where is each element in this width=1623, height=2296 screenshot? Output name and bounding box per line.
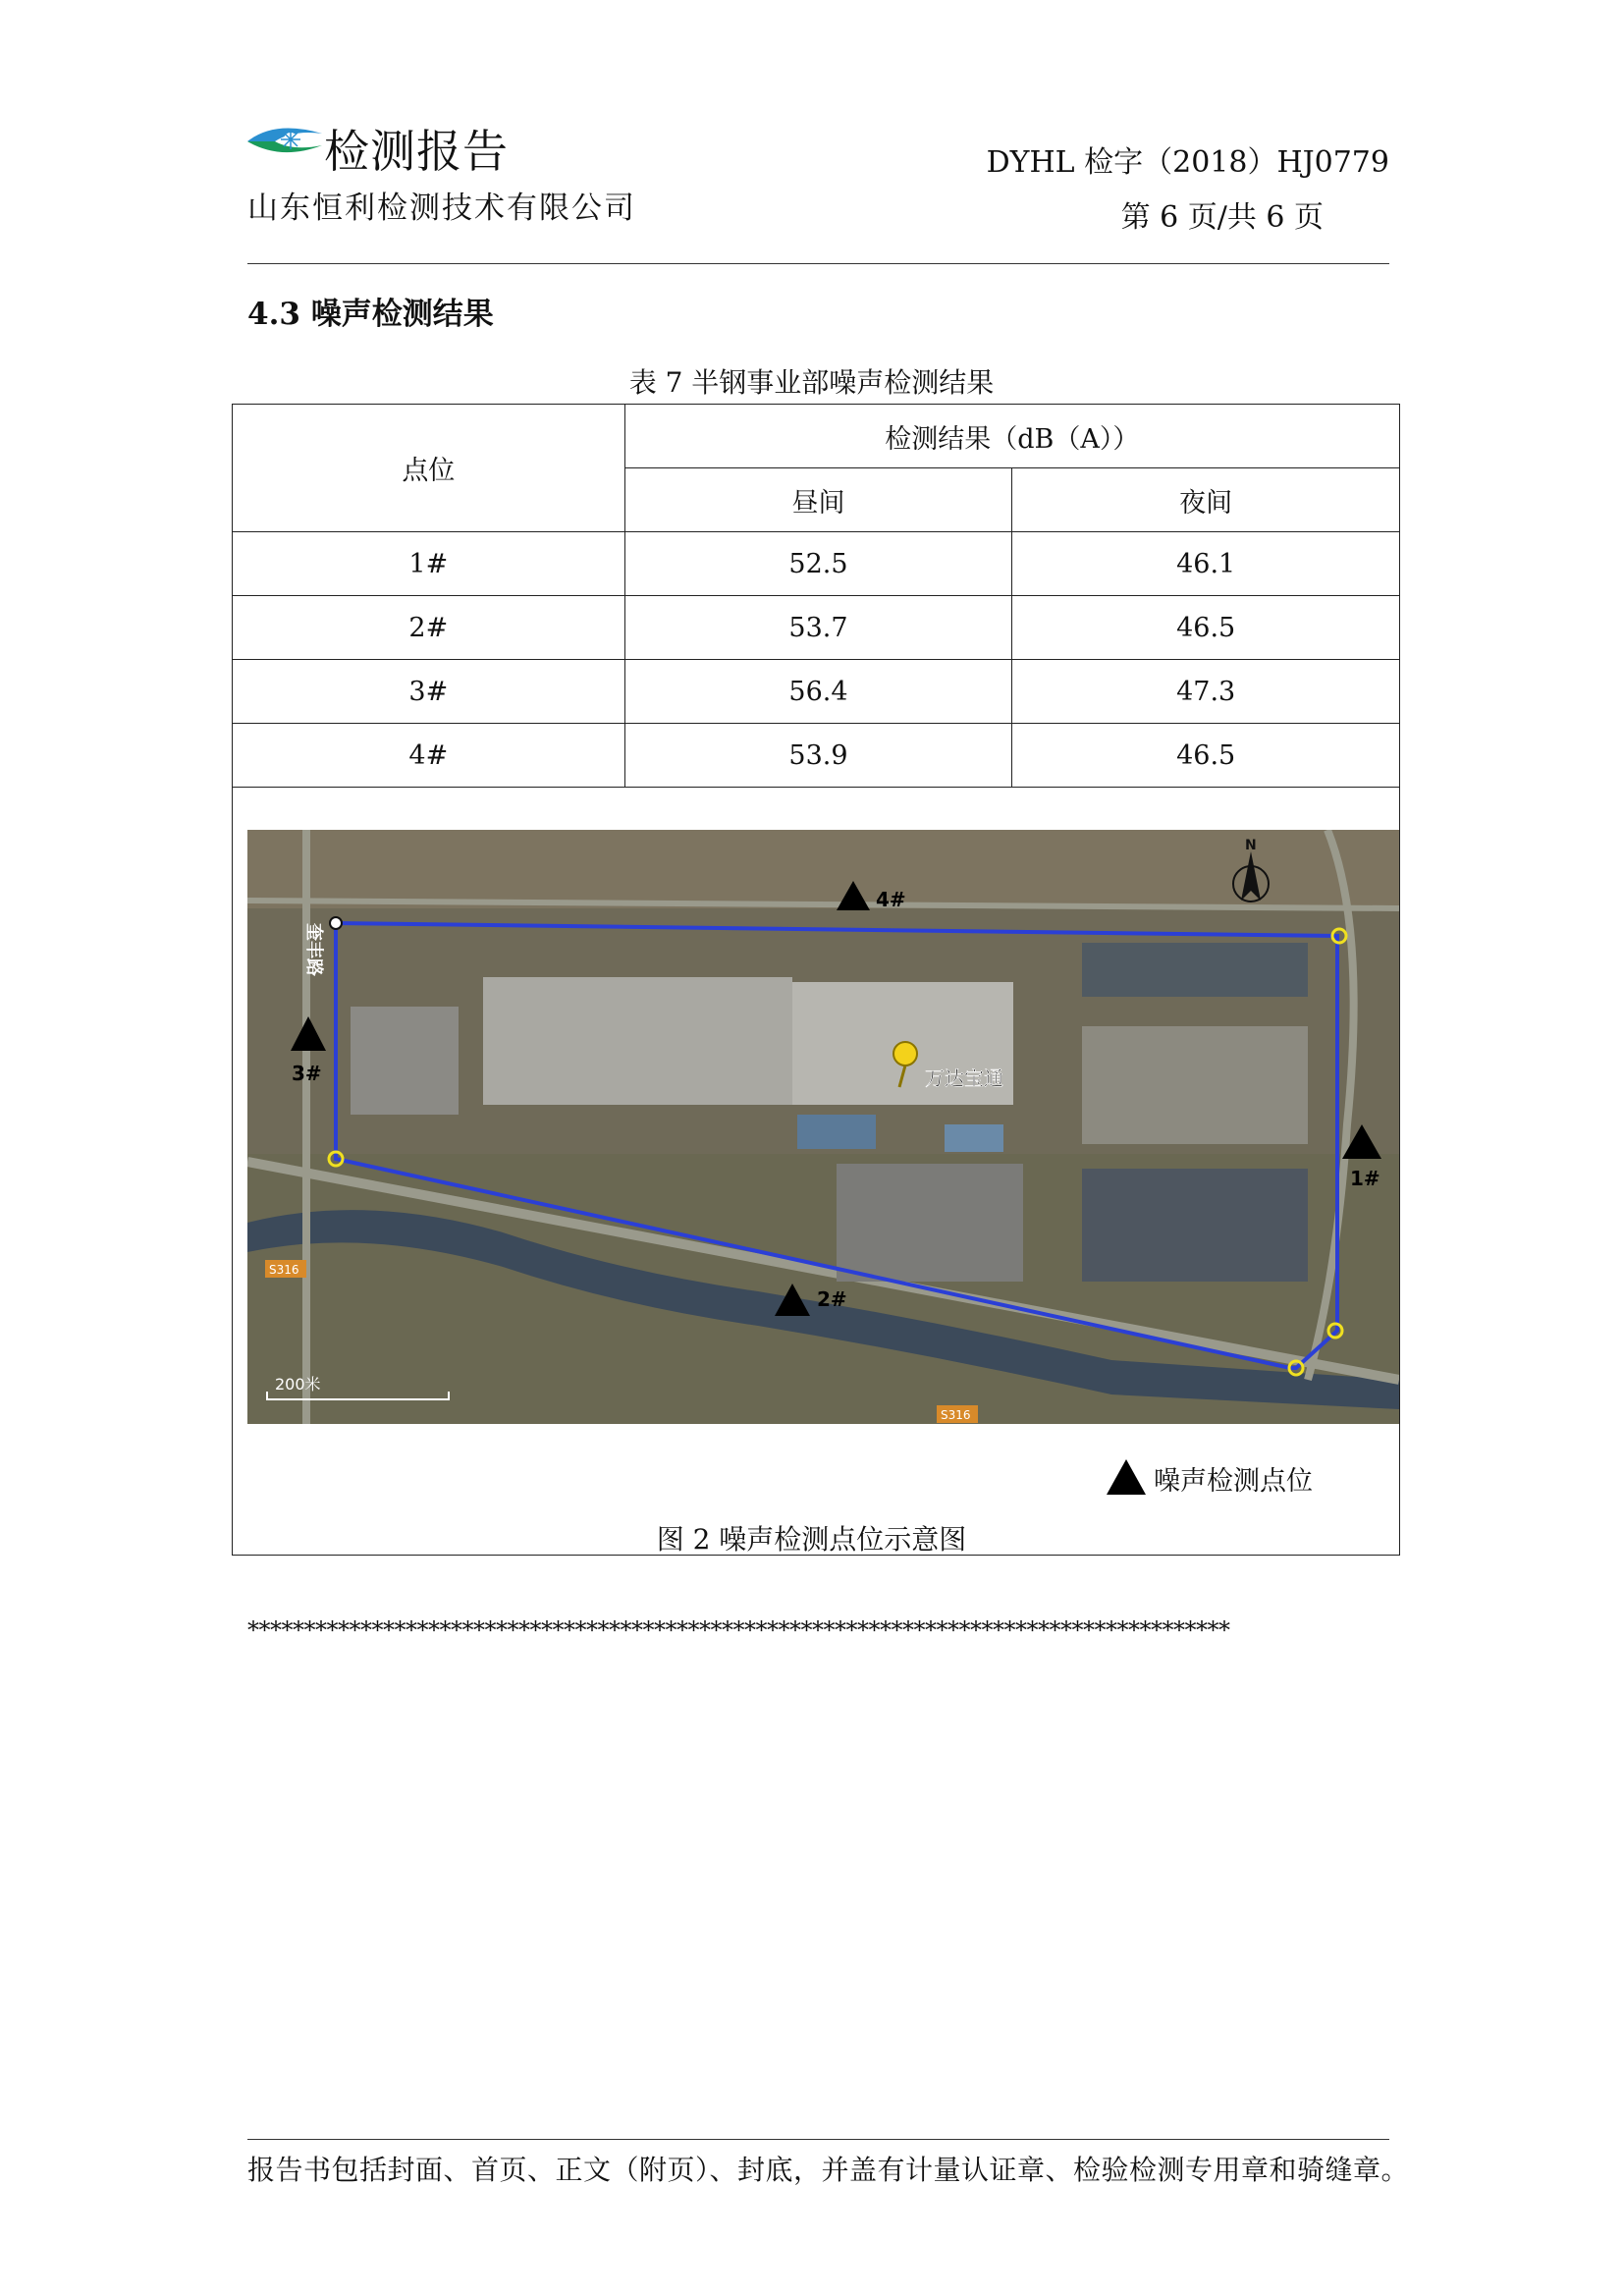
cell-point: 3# (233, 660, 625, 724)
warehouse (1082, 1169, 1308, 1282)
header-point: 点位 (233, 405, 625, 532)
header-day: 昼间 (624, 468, 1012, 532)
factory-building (351, 1007, 459, 1115)
company-name: 山东恒利检测技术有限公司 (247, 191, 636, 226)
factory-building (483, 977, 792, 1105)
poi-label: 万达宝通 (925, 1066, 1003, 1090)
cell-day: 52.5 (624, 532, 1012, 596)
poi-pin-icon (893, 1042, 917, 1066)
cell-night: 46.5 (1012, 724, 1400, 788)
legend-label: 噪声检测点位 (1154, 1466, 1313, 1497)
footer-divider (247, 2139, 1389, 2140)
point-label: 1# (1350, 1167, 1380, 1190)
cell-point: 1# (233, 532, 625, 596)
footer-note: 报告书包括封面、首页、正文（附页）、封底，并盖有计量认证章、检验检测专用章和骑缝章。 (247, 2154, 1410, 2186)
warehouse (1082, 1026, 1308, 1144)
header-result: 检测结果（dB（A）） (624, 405, 1399, 468)
cell-day: 53.7 (624, 596, 1012, 660)
section-title: 4.3 噪声检测结果 (247, 297, 494, 332)
office-block (797, 1115, 876, 1149)
cell-point: 4# (233, 724, 625, 788)
document-number: DYHL 检字（2018）HJ0779 (986, 145, 1389, 180)
highway-label: S316 (941, 1408, 971, 1422)
site-map (247, 830, 1399, 1424)
cell-night: 46.5 (1012, 596, 1400, 660)
cell-point: 2# (233, 596, 625, 660)
header-divider (247, 263, 1389, 264)
table-row (233, 596, 1400, 660)
company-logo-icon (245, 116, 324, 165)
svg-text:N: N (1245, 838, 1257, 853)
highway-label: S316 (269, 1263, 299, 1277)
figure-caption: 图 2 噪声检测点位示意图 (656, 1523, 967, 1556)
cell-night: 47.3 (1012, 660, 1400, 724)
office-block (837, 1164, 1023, 1282)
noise-results-table (232, 404, 1400, 788)
header-night: 夜间 (1012, 468, 1400, 532)
point-label: 2# (817, 1287, 847, 1311)
boundary-vertex (330, 917, 342, 929)
table-row (233, 724, 1400, 788)
cell-day: 53.9 (624, 724, 1012, 788)
table-row (233, 532, 1400, 596)
cell-day: 56.4 (624, 660, 1012, 724)
warehouse (1082, 943, 1308, 997)
table-caption: 表 7 半钢事业部噪声检测结果 (628, 366, 995, 399)
office-block (945, 1124, 1003, 1152)
page-info: 第 6 页/共 6 页 (1120, 200, 1324, 235)
report-title: 检测报告 (324, 125, 509, 178)
point-label: 3# (292, 1062, 322, 1085)
scale-label: 200米 (275, 1375, 321, 1394)
legend-triangle-icon (1105, 1457, 1148, 1497)
table-row (233, 660, 1400, 724)
point-label: 4# (876, 888, 906, 911)
end-separator: *************************************************************************************** (247, 1616, 1230, 1644)
cell-night: 46.1 (1012, 532, 1400, 596)
road-name: 奎丰路 (303, 923, 324, 976)
